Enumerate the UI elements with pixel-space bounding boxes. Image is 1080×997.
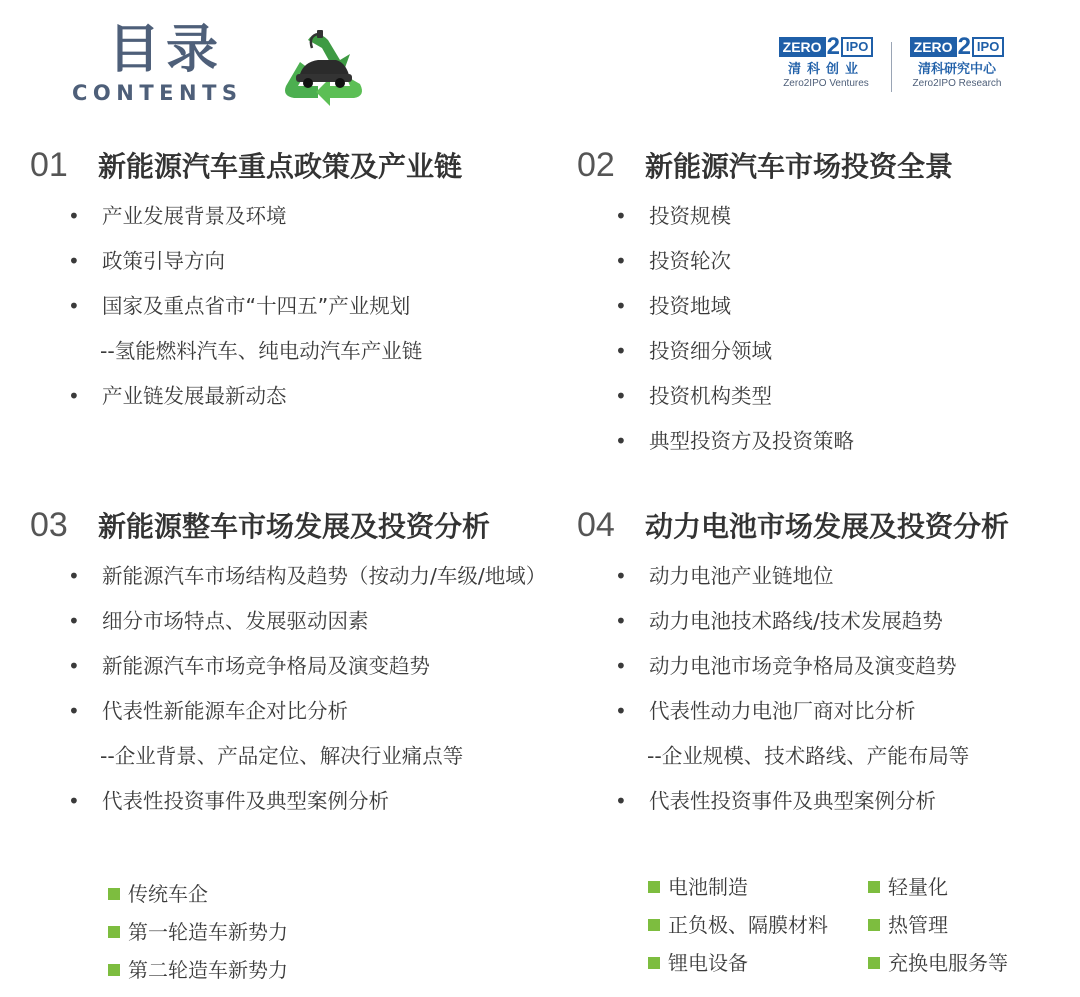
list-item-text: 典型投资方及投资策略 — [649, 429, 854, 453]
section-title: 新能源汽车重点政策及产业链 — [98, 150, 463, 183]
section-04-tags-right — [868, 875, 1008, 975]
list-item — [30, 561, 560, 591]
section-04-tags-left — [648, 875, 828, 975]
tag-item — [648, 875, 828, 899]
section-items — [30, 201, 550, 411]
bullet-icon: • — [615, 294, 627, 318]
green-square-icon — [868, 957, 880, 969]
green-square-icon — [648, 957, 660, 969]
tag-text: 轻量化 — [888, 875, 948, 899]
bullet-icon: • — [615, 564, 627, 588]
list-item — [30, 606, 570, 636]
tag-item — [108, 920, 288, 944]
list-item-text: 投资机构类型 — [649, 384, 772, 408]
list-item-text: --企业规模、技术路线、产能布局等 — [647, 744, 970, 768]
tag-text: 充换电服务等 — [888, 951, 1008, 975]
bullet-icon: • — [615, 384, 627, 408]
list-item — [30, 291, 550, 321]
list-item — [577, 561, 1067, 591]
bullet-icon: • — [68, 564, 80, 588]
list-subitem — [30, 741, 570, 771]
bullet-icon: • — [68, 294, 80, 318]
list-item-text: 产业发展背景及环境 — [102, 204, 287, 228]
list-item — [30, 651, 570, 681]
bullet-icon: • — [615, 789, 627, 813]
section-03 — [30, 505, 570, 831]
brand-divider — [891, 42, 892, 92]
brand-zero-mark: ZERO — [779, 37, 826, 57]
list-item — [30, 246, 550, 276]
list-item-text: 投资规模 — [649, 204, 731, 228]
section-title: 新能源汽车市场投资全景 — [645, 150, 954, 183]
list-item-text: 新能源汽车市场竞争格局及演变趋势 — [102, 654, 430, 678]
recycle-car-icon — [278, 26, 368, 106]
list-item — [577, 786, 1067, 816]
green-square-icon — [868, 881, 880, 893]
tag-text: 正负极、隔膜材料 — [668, 913, 828, 937]
tag-item — [868, 913, 1008, 937]
page-subtitle: CONTENTS — [72, 81, 243, 105]
tag-item — [868, 875, 1008, 899]
list-subitem — [577, 741, 1067, 771]
green-square-icon — [868, 919, 880, 931]
list-item-text: 产业链发展最新动态 — [102, 384, 287, 408]
brand-ipo-mark: IPO — [841, 37, 873, 57]
list-item-text: 政策引导方向 — [102, 249, 225, 273]
list-item-text: 投资细分领域 — [649, 339, 772, 363]
list-item-text: 投资地域 — [649, 294, 731, 318]
list-item — [577, 426, 1057, 456]
brand-name-cn: 清科创业 — [787, 62, 864, 77]
brand-two-mark: 2 — [957, 33, 971, 60]
section-03-tags — [108, 882, 288, 982]
list-item-text: 新能源汽车市场结构及趋势（按动力/车级/地域） — [102, 564, 547, 588]
bullet-icon: • — [615, 654, 627, 678]
bullet-icon: • — [68, 654, 80, 678]
tag-item — [648, 913, 828, 937]
list-item-text: 动力电池产业链地位 — [649, 564, 834, 588]
brand-ipo-mark: IPO — [972, 37, 1004, 57]
brand-two-mark: 2 — [826, 33, 840, 60]
list-item-text: 代表性投资事件及典型案例分析 — [102, 789, 389, 813]
green-square-icon — [108, 926, 120, 938]
list-item-text: 动力电池市场竞争格局及演变趋势 — [649, 654, 957, 678]
zero2ipo-research-logo — [903, 33, 1011, 90]
bullet-icon: • — [68, 384, 80, 408]
list-item — [30, 696, 570, 726]
tag-text: 传统车企 — [128, 882, 208, 906]
bullet-icon: • — [68, 789, 80, 813]
list-item-text: --氢能燃料汽车、纯电动汽车产业链 — [100, 339, 423, 363]
tag-item — [868, 951, 1008, 975]
tag-item — [648, 951, 828, 975]
list-item — [577, 336, 1057, 366]
brand-name-en: Zero2IPO Ventures — [783, 78, 869, 89]
brand-name-cn: 清科研究中心 — [917, 62, 996, 77]
tag-item — [108, 958, 288, 982]
list-item-text: 细分市场特点、发展驱动因素 — [102, 609, 369, 633]
zero2ipo-ventures-logo — [772, 33, 880, 90]
tag-text: 第一轮造车新势力 — [128, 920, 288, 944]
bullet-icon: • — [615, 699, 627, 723]
list-item-text: 国家及重点省市“十四五”产业规划 — [102, 294, 411, 318]
section-number: 02 — [577, 146, 615, 184]
bullet-icon: • — [68, 609, 80, 633]
list-item-text: --企业背景、产品定位、解决行业痛点等 — [100, 744, 464, 768]
section-04 — [577, 505, 1067, 831]
list-item — [577, 696, 1067, 726]
section-number: 04 — [577, 506, 615, 544]
green-square-icon — [648, 919, 660, 931]
bullet-icon: • — [615, 249, 627, 273]
brand-name-en: Zero2IPO Research — [912, 78, 1002, 89]
bullet-icon: • — [68, 204, 80, 228]
list-item-text: 代表性投资事件及典型案例分析 — [649, 789, 936, 813]
section-number: 03 — [30, 506, 68, 544]
section-title: 动力电池市场发展及投资分析 — [645, 510, 1010, 543]
list-item-text: 动力电池技术路线/技术发展趋势 — [649, 609, 943, 633]
bullet-icon: • — [615, 339, 627, 363]
tag-text: 电池制造 — [668, 875, 748, 899]
list-item-text: 代表性动力电池厂商对比分析 — [649, 699, 916, 723]
bullet-icon: • — [615, 609, 627, 633]
section-01 — [30, 145, 550, 426]
list-item-text: 投资轮次 — [649, 249, 731, 273]
tag-text: 锂电设备 — [668, 951, 748, 975]
green-square-icon — [648, 881, 660, 893]
list-item — [30, 381, 550, 411]
list-item — [577, 606, 1067, 636]
green-square-icon — [108, 888, 120, 900]
tag-text: 热管理 — [888, 913, 948, 937]
green-square-icon — [108, 964, 120, 976]
tag-text: 第二轮造车新势力 — [128, 958, 288, 982]
section-title: 新能源整车市场发展及投资分析 — [98, 510, 491, 543]
list-item — [577, 246, 1057, 276]
section-items — [30, 561, 570, 816]
list-item — [30, 201, 550, 231]
section-items — [577, 561, 1067, 816]
list-item — [577, 291, 1057, 321]
list-item — [577, 381, 1057, 411]
list-item-text: 代表性新能源车企对比分析 — [102, 699, 348, 723]
list-item — [577, 651, 1067, 681]
bullet-icon: • — [68, 249, 80, 273]
bullet-icon: • — [68, 699, 80, 723]
list-subitem — [30, 336, 550, 366]
brand-zero-mark: ZERO — [910, 37, 957, 57]
section-items — [577, 201, 1057, 456]
bullet-icon: • — [615, 429, 627, 453]
list-item — [30, 786, 570, 816]
section-number: 01 — [30, 146, 68, 184]
list-item — [577, 201, 1057, 231]
section-02 — [577, 145, 1057, 471]
bullet-icon: • — [615, 204, 627, 228]
tag-item — [108, 882, 288, 906]
page-title: 目录 — [108, 20, 225, 80]
